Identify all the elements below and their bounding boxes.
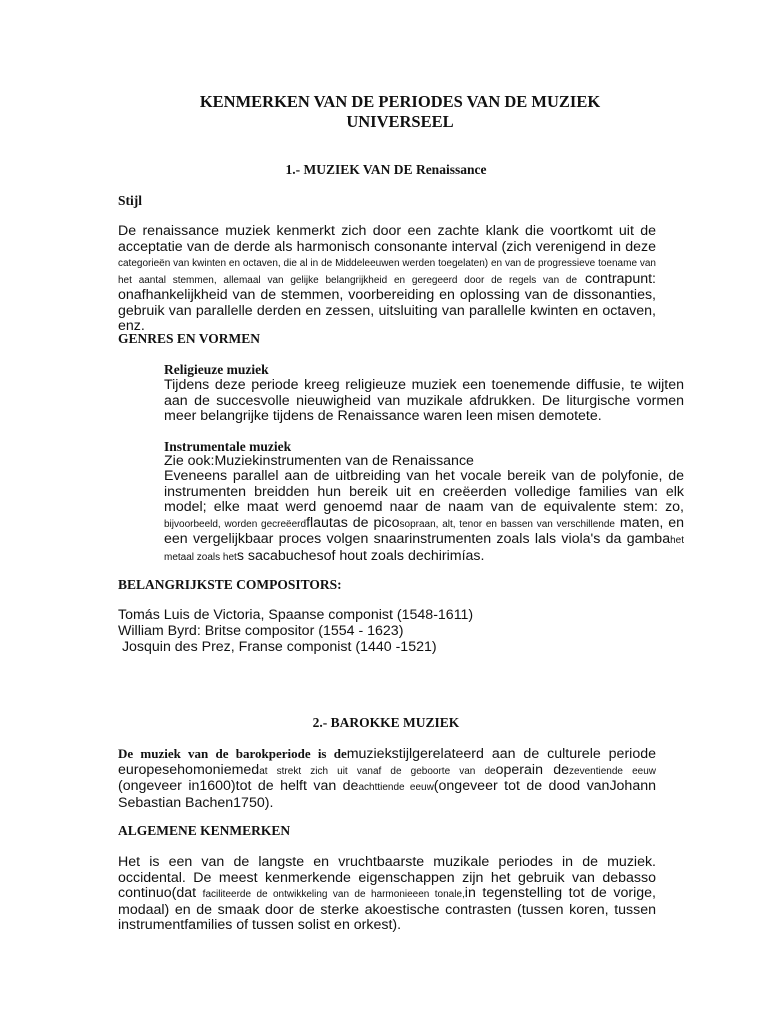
title-line-2: UNIVERSEEL [346,112,454,131]
religious-paragraph: Tijdens deze periode kreeg religieuze muziek een toenemende diffusie, te wijten aan de succesvolle nieuwigheid van muzikale afdrukken. De liturgische vormen meer belangrijke tijdens de Renaissance waren leen misen demotete. [164,377,684,424]
stijl-text-small: categorieën van kwinten en octaven, die al in de Middeleeuwen werden toegelaten) en van de progressieve toename van het aantal stemmen, allemaal van gelijke belangrijkheid en geregeerd door de regels van de [118,258,656,286]
composers-list [118,607,473,655]
genres-heading: GENRES EN VORMEN [118,331,261,346]
instr-text-2: Eveneens parallel aan de uitbreiding van het vocale bereik van de polyfonie, de instrumenten breidden hun bereik uit en creëerden volledige families van elk model; elke maat werd genoemd naar de naam van de equivalente stem: zo, [164,468,684,515]
general-text-small: faciliteerde de ontwikkeling van de harmonieeen tonale, [202,889,465,900]
barok-intro-small-3: achttiende eeuw [358,782,434,793]
instr-small-3: het metaal zoals het [164,535,684,563]
general-text-2: in tegenstelling tot de vorige, modaal) en de smaak door de sterke akoestische contrasten (tussen koren, tussen instrumentfamilies of tussen solist en orkest). [118,885,656,933]
barok-intro-small-2: zeventiende eeuw [569,765,656,777]
instr-small-1: bijvoorbeeld, worden gecreëerd [164,518,307,530]
stijl-heading: Stijl [118,193,143,208]
composer-item: William Byrd: Britse compositor (1554 - 1623) [118,623,404,639]
barok-intro-a: muziekstijlgerelateerd aan de culturele periode europesehomoniemed [118,746,656,778]
instr-small-2: sopraan, alt, tenor en bassen van verschillende [399,518,615,530]
general-heading: ALGEMENE KENMERKEN [118,823,291,838]
title-line-1: KENMERKEN VAN DE PERIODES VAN DE MUZIEK [199,92,601,111]
instrumental-see-also: Zie ook:Muziekinstrumenten van de Renaissance [164,453,474,469]
instr-text-3: flautas de pico [306,514,400,531]
section-1-title: 1.- MUZIEK VAN DE Renaissance [285,162,487,177]
document-title [118,92,682,132]
barok-intro-c: (ongeveer in1600)tot de helft van de [118,778,359,794]
religious-heading: Religieuze muziek [164,362,269,377]
general-text-1: Het is een van de langste en vruchtbaarste muzikale periodes in de muziek. occidental. De meest kenmerkende eigenschappen zijn het gebruik van debasso continuo(dat [118,854,656,901]
barok-intro-d: (ongeveer tot de dood vanJohann Sebastian Bachen1750). [118,778,656,811]
stijl-paragraph [118,224,656,335]
barok-intro-serif: De muziek van de barokperiode is de [118,746,347,761]
instrumental-paragraph [164,469,684,565]
stijl-text-2: contrapunt: onafhankelijkheid van de stemmen, voorbereiding en oplossing van de dissonanties, gebruik van parallelle derden en zessen, uitsluiting van parallelle kwinten en octaven, enz. [118,270,656,334]
instr-text-4: maten, en een vergelijkbaar proces volgen snaarinstrumenten zoals lals viola's da gamba [164,514,685,547]
barok-intro-paragraph [118,746,656,811]
composer-item: Josquin des Prez, Franse componist (1440 -1521) [118,639,437,655]
general-paragraph [118,855,656,934]
composer-item: Tomás Luis de Victoria, Spaanse componist (1548-1611) [118,607,474,623]
barok-intro-small-1: at strekt zich uit vanaf de geboorte van de [259,765,496,777]
stijl-text-1: De renaissance muziek kenmerkt zich door een zachte klank die voortkomt uit de acceptatie van de derde als harmonisch consonante interval (zich verenigend in deze [118,223,656,255]
section-2-title: 2.- BAROKKE MUZIEK [312,715,460,730]
instrumental-heading: Instrumentale muziek [164,439,292,454]
instr-text-5: s sacabuchesof hout zoals dechirimías. [236,547,485,564]
composers-heading: BELANGRIJKSTE COMPOSITORS: [118,577,342,592]
barok-intro-b: operain de [495,761,570,778]
